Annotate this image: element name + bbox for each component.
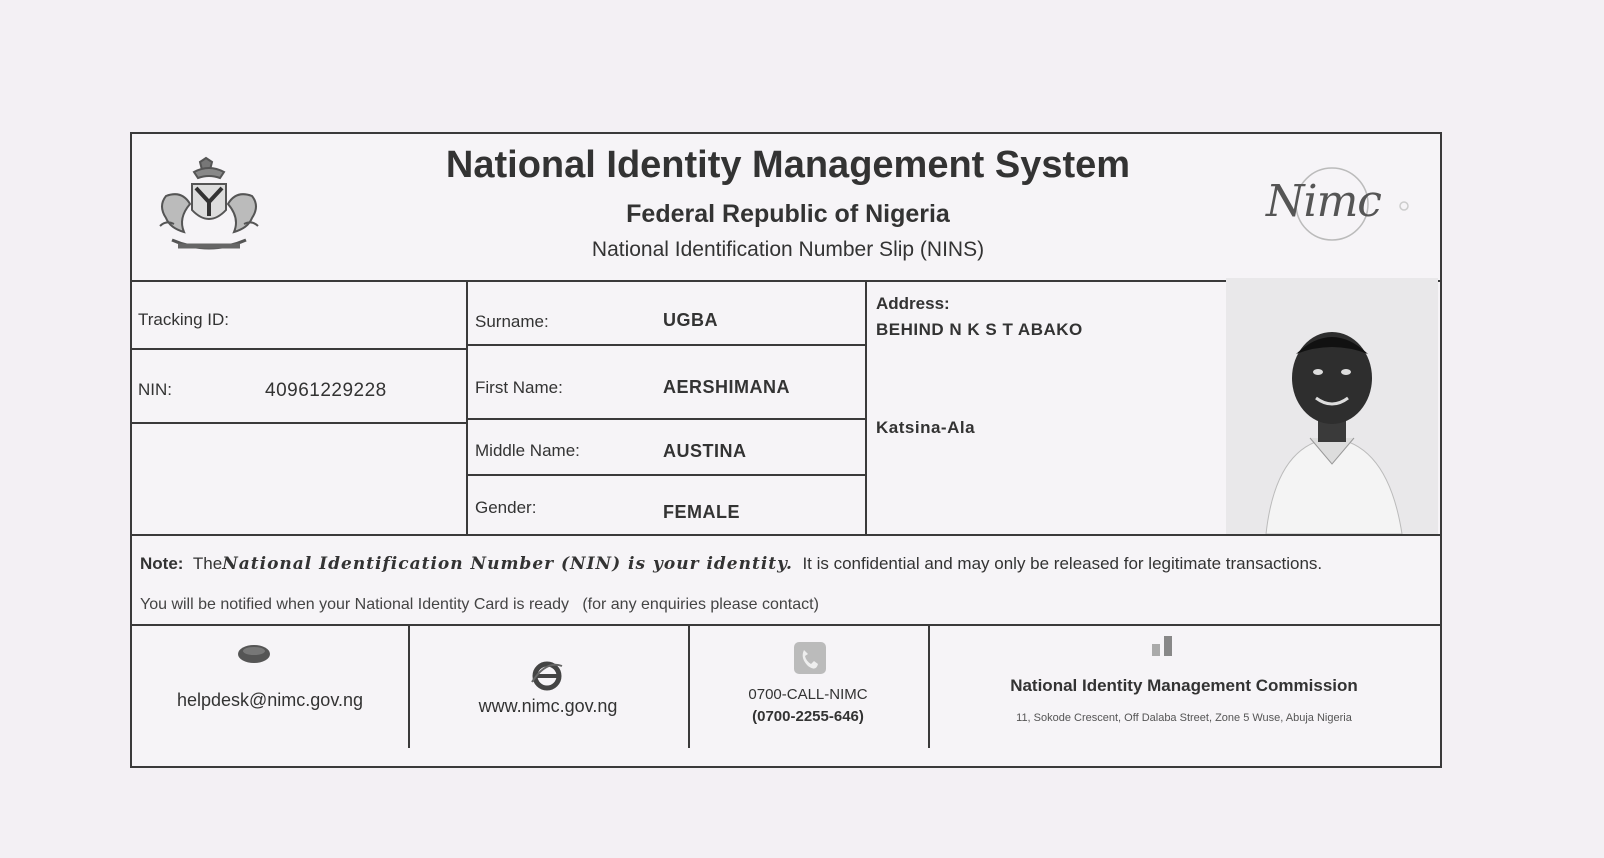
slip-header xyxy=(132,134,1440,282)
surname-value: UGBA xyxy=(663,310,718,330)
divider xyxy=(132,422,467,424)
building-icon xyxy=(1148,632,1178,660)
help-email[interactable]: helpdesk@nimc.gov.ng xyxy=(176,690,364,710)
divider xyxy=(467,474,865,476)
surname-label: Surname: xyxy=(475,312,549,331)
phone-primary[interactable]: 0700-CALL-NIMC xyxy=(748,686,868,703)
divider xyxy=(132,534,1440,536)
slip-name: National Identification Number Slip (NINS) xyxy=(591,238,985,261)
note-notify: You will be notified when your National Identity Card is ready xyxy=(140,596,569,613)
nimc-logo-icon xyxy=(1260,162,1410,242)
divider xyxy=(865,280,867,536)
note-label: Note: xyxy=(140,554,184,573)
address-line-1: BEHIND N K S T ABAKO xyxy=(876,320,1083,339)
nin-label: NIN: xyxy=(138,380,172,399)
tracking-id-label: Tracking ID: xyxy=(138,310,230,329)
page-title: National Identity Management System xyxy=(445,144,1131,186)
holder-photo xyxy=(1226,278,1438,534)
divider xyxy=(132,348,467,350)
address-line-2: Katsina-Ala xyxy=(876,418,976,437)
gender-label: Gender: xyxy=(475,498,537,517)
divider xyxy=(466,280,468,536)
nimc-logo-text: Nimc xyxy=(1266,176,1381,227)
address-label: Address: xyxy=(876,294,950,313)
divider xyxy=(408,624,410,748)
phone-block xyxy=(688,684,928,728)
note-rest: It is confidential and may only be released for legitimate transactions. xyxy=(802,554,1323,573)
middle-name-label: Middle Name: xyxy=(475,441,580,460)
note-line-2 xyxy=(140,596,819,614)
org-name: National Identity Management Commission xyxy=(1010,676,1358,695)
note-line-1 xyxy=(140,554,1322,574)
note-emphasis: National Identification Number (NIN) is your identity. xyxy=(222,554,793,574)
divider xyxy=(467,344,865,346)
email-icon xyxy=(236,642,272,666)
note-enquiries: (for any enquiries please contact) xyxy=(582,596,819,613)
gender-value: FEMALE xyxy=(663,502,740,522)
divider xyxy=(132,624,1440,626)
page-subtitle: Federal Republic of Nigeria xyxy=(626,200,950,228)
website-link[interactable]: www.nimc.gov.ng xyxy=(478,696,618,716)
web-icon xyxy=(530,660,564,692)
first-name-label: First Name: xyxy=(475,378,563,397)
nin-slip xyxy=(130,132,1442,768)
middle-name-value: AUSTINA xyxy=(663,441,747,461)
note-prefix: The xyxy=(192,554,223,573)
phone-icon xyxy=(792,640,828,676)
org-address: 11, Sokode Crescent, Off Dalaba Street, Zone 5 Wuse, Abuja Nigeria xyxy=(1016,712,1352,724)
phone-secondary[interactable]: (0700-2255-646) xyxy=(752,708,864,725)
divider xyxy=(467,418,865,420)
nin-value: 40961229228 xyxy=(265,380,387,401)
first-name-value: AERSHIMANA xyxy=(663,377,791,397)
